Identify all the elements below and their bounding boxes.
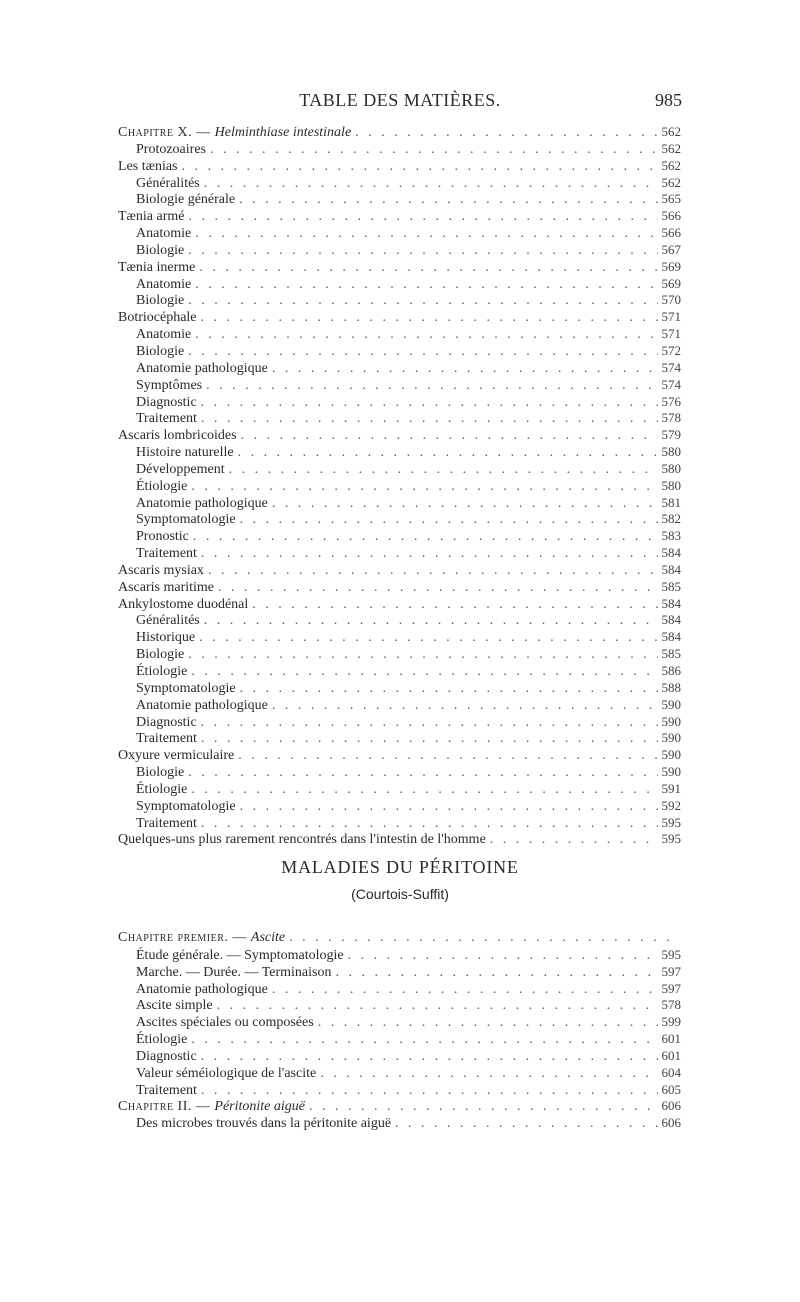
dot-leader <box>193 529 658 545</box>
toc-page-number: 604 <box>661 1064 681 1080</box>
toc-row <box>118 175 681 192</box>
toc-page-number: 571 <box>661 309 681 325</box>
toc-entry-label <box>118 1049 197 1065</box>
toc-row <box>118 964 681 981</box>
toc-entry-text: Biologie <box>136 343 185 359</box>
dot-leader <box>201 715 658 731</box>
dot-leader <box>188 293 657 309</box>
toc-entry-text: Diagnostic <box>136 1048 197 1064</box>
toc-entry-label <box>118 965 331 981</box>
toc-entry-text: Anatomie pathologique <box>136 981 268 997</box>
toc-entry-text: Ascaris mysiax <box>118 562 204 578</box>
dot-leader <box>191 479 657 495</box>
toc-entry-text: Protozoaires <box>136 141 206 157</box>
dot-leader <box>272 361 658 377</box>
toc-entry-label <box>118 948 344 964</box>
toc-entry-text: Traitement <box>136 411 197 427</box>
toc-entry-text: Traitement <box>136 815 197 831</box>
toc-entry-text: Ascite simple <box>136 998 213 1014</box>
toc-row <box>118 427 681 444</box>
toc-entry-text: Anatomie pathologique <box>136 495 268 511</box>
toc-entry-label <box>118 563 204 579</box>
toc-row <box>118 730 681 747</box>
toc-row <box>118 444 681 461</box>
toc-page-number: 590 <box>661 696 681 712</box>
running-head <box>0 90 800 114</box>
toc-entry-text: Ascite <box>250 930 286 945</box>
dot-leader <box>272 982 658 998</box>
toc-entry-label <box>118 698 268 714</box>
toc-page-number: 601 <box>661 1047 681 1063</box>
toc-page-number: 562 <box>661 124 681 139</box>
dot-leader <box>201 310 658 326</box>
toc-entry-text: Biologie <box>136 242 185 258</box>
dot-leader <box>309 1099 658 1115</box>
dot-leader <box>355 125 657 141</box>
toc-entry-label <box>118 361 268 377</box>
toc-entry-text: Étiologie <box>136 781 188 797</box>
toc-chapter-row <box>118 1098 681 1115</box>
toc-entry-label <box>118 597 248 613</box>
dot-leader <box>188 344 657 360</box>
toc-page-number: 595 <box>661 946 681 962</box>
dot-leader <box>199 630 657 646</box>
toc-page-number: 565 <box>661 191 681 207</box>
toc-entry-text: Biologie <box>136 647 185 663</box>
toc-page-number: 574 <box>661 359 681 375</box>
toc-chapter-row <box>118 930 681 947</box>
page-number: 985 <box>655 90 682 110</box>
toc-page-number: 580 <box>661 477 681 493</box>
dot-leader <box>241 428 658 444</box>
toc-page-number: 569 <box>661 258 681 274</box>
toc-entry-label <box>118 731 197 747</box>
toc-row <box>118 158 681 175</box>
dot-leader <box>272 698 658 714</box>
dot-leader <box>199 260 657 276</box>
toc-page-number: 570 <box>661 292 681 308</box>
toc-row <box>118 478 681 495</box>
running-title: TABLE DES MATIÈRES. <box>299 90 501 110</box>
toc-page-number: 595 <box>661 831 681 847</box>
dot-leader <box>195 327 657 343</box>
dot-leader <box>201 1049 658 1065</box>
section-author: (Courtois-Suffit) <box>351 886 449 902</box>
toc-peritoine <box>118 930 681 1132</box>
toc-row <box>118 1048 681 1065</box>
toc-entry-label <box>118 1099 305 1115</box>
toc-entry-label <box>118 209 184 225</box>
toc-page-number: 584 <box>661 561 681 577</box>
toc-entry-text: Généralités <box>136 175 200 191</box>
dot-leader <box>240 512 658 528</box>
toc-entry-text: Ascaris lombricoides <box>118 428 237 444</box>
dot-leader <box>195 226 657 242</box>
dot-leader <box>490 832 658 848</box>
toc-entry-text: Symptomatologie <box>136 512 236 528</box>
toc-page-number: 605 <box>661 1081 681 1097</box>
dot-leader <box>201 395 658 411</box>
toc-page-number: 585 <box>661 578 681 594</box>
toc-entry-label <box>118 799 236 815</box>
toc-row <box>118 394 681 411</box>
dot-leader <box>218 580 657 596</box>
dot-leader <box>289 930 677 947</box>
toc-entry-label <box>118 176 200 192</box>
toc-entry-label <box>118 613 200 629</box>
toc-page-number: 606 <box>661 1115 681 1131</box>
dot-leader <box>229 462 658 478</box>
toc-entry-label <box>118 580 214 596</box>
toc-row <box>118 1014 681 1031</box>
toc-entry-text: Diagnostic <box>136 714 197 730</box>
toc-row <box>118 697 681 714</box>
chapter-prefix: Chapitre premier. — <box>118 930 251 945</box>
toc-entry-text: Marche. — Durée. — Terminaison <box>136 964 332 980</box>
toc-entry-text: Historique <box>136 630 196 646</box>
toc-entry-text: Helminthiase intestinale <box>214 125 352 140</box>
toc-entry-label <box>118 378 202 394</box>
toc-entry-label <box>118 142 206 158</box>
toc-page-number: 574 <box>661 376 681 392</box>
toc-entry-text: Péritonite aiguë <box>214 1099 305 1115</box>
toc-entry-text: Pronostic <box>136 529 189 545</box>
toc-entry-text: Développement <box>136 461 225 477</box>
toc-row <box>118 225 681 242</box>
toc-page-number: 592 <box>661 797 681 813</box>
dot-leader <box>239 192 657 208</box>
dot-leader <box>201 816 658 832</box>
toc-row <box>118 1082 681 1099</box>
toc-page-number: 595 <box>661 814 681 830</box>
toc-page-number: 580 <box>661 460 681 476</box>
toc-entry-text: Ascites spéciales ou composées <box>136 1015 314 1031</box>
toc-entry-label <box>118 998 213 1014</box>
toc-entry-label <box>118 816 197 832</box>
toc-entry-label <box>118 748 234 764</box>
toc-page-number: 584 <box>661 629 681 645</box>
dot-leader <box>240 681 658 697</box>
toc-entry-label <box>118 715 197 731</box>
toc-row <box>118 208 681 225</box>
toc-entry-label <box>118 310 197 326</box>
toc-row <box>118 326 681 343</box>
toc-row <box>118 680 681 697</box>
toc-row <box>118 1031 681 1048</box>
toc-page-number: 586 <box>661 663 681 678</box>
dot-leader <box>188 765 657 781</box>
dot-leader <box>204 176 658 192</box>
toc-row <box>118 596 681 613</box>
toc-entry-label <box>118 192 235 208</box>
toc-entry-label <box>118 630 195 646</box>
toc-entry-text: Les tænias <box>118 158 178 174</box>
toc-row <box>118 141 681 158</box>
toc-entry-label <box>118 159 178 175</box>
toc-entry-text: Traitement <box>136 1082 197 1098</box>
toc-row <box>118 242 681 259</box>
toc-entry-text: Anatomie pathologique <box>136 697 268 713</box>
toc-entry-label <box>118 664 187 680</box>
dot-leader <box>191 782 657 798</box>
toc-entry-text: Ankylostome duodénal <box>118 596 249 612</box>
toc-entry-text: Anatomie <box>136 327 192 343</box>
toc-entry-text: Biologie <box>136 293 185 309</box>
toc-entry-text: Oxyure vermiculaire <box>118 748 235 764</box>
toc-row <box>118 410 681 427</box>
toc-entry-text: Diagnostic <box>136 394 197 410</box>
toc-entry-label <box>118 782 187 798</box>
toc-page-number: 590 <box>661 747 681 763</box>
toc-row <box>118 1115 681 1132</box>
toc-row <box>118 511 681 528</box>
toc-entry-text: Symptômes <box>136 377 203 393</box>
toc-entry-label <box>118 226 191 242</box>
toc-row <box>118 495 681 512</box>
toc-row <box>118 309 681 326</box>
toc-row <box>118 579 681 596</box>
toc-chapter-row <box>118 124 681 141</box>
toc-page-number: 580 <box>661 444 681 460</box>
dot-leader <box>204 613 658 629</box>
toc-entry-label <box>118 293 184 309</box>
dot-leader <box>238 445 658 461</box>
dot-leader <box>210 142 658 158</box>
toc-entry-text: Botriocéphale <box>118 310 197 326</box>
toc-row <box>118 191 681 208</box>
toc-entry-label <box>118 832 486 848</box>
toc-entry-label <box>118 1116 391 1132</box>
toc-page-number: 585 <box>661 646 681 662</box>
toc-entry-text: Anatomie <box>136 276 192 292</box>
dot-leader <box>195 277 657 293</box>
chapter-prefix: Chapitre X. — <box>118 125 215 140</box>
toc-entry-label <box>118 529 189 545</box>
toc-entry-label <box>118 411 197 427</box>
dot-leader <box>335 965 657 981</box>
toc-page-number: 601 <box>661 1031 681 1047</box>
toc-page-number: 590 <box>661 713 681 729</box>
toc-row <box>118 292 681 309</box>
dot-leader <box>395 1116 657 1132</box>
dot-leader <box>188 209 657 225</box>
toc-page-number: 572 <box>661 342 681 358</box>
dot-leader <box>318 1015 658 1031</box>
toc-entry-label <box>118 1015 314 1031</box>
toc-entry-label <box>118 681 236 697</box>
toc-entry-text: Des microbes trouvés dans la péritonite aiguë <box>136 1116 392 1132</box>
toc-page-number: 584 <box>661 595 681 611</box>
toc-page-number: 599 <box>661 1014 681 1030</box>
dot-leader <box>348 948 658 964</box>
toc-entry-text: Tænia inerme <box>118 259 196 275</box>
toc-page-number: 578 <box>661 997 681 1013</box>
toc-entry-label <box>118 647 184 663</box>
toc-page-number: 582 <box>661 511 681 527</box>
dot-leader <box>201 411 658 427</box>
toc-row <box>118 461 681 478</box>
toc-page-number: 571 <box>661 326 681 342</box>
toc-entry-text: Tænia armé <box>118 209 185 225</box>
toc-entry-label <box>118 260 195 276</box>
dot-leader <box>188 243 657 259</box>
toc-row <box>118 259 681 276</box>
toc-row <box>118 981 681 998</box>
toc-entry-text: Biologie générale <box>136 192 236 208</box>
toc-page-number: 578 <box>661 410 681 426</box>
dot-leader <box>208 563 658 579</box>
toc-entry-label <box>118 344 184 360</box>
toc-entry-label <box>118 1083 197 1099</box>
toc-entry-label <box>118 243 184 259</box>
toc-row <box>118 815 681 832</box>
toc-entry-label <box>118 445 234 461</box>
toc-entry-text: Quelques-uns plus rarement rencontrés dans l'intestin de l'homme <box>118 832 486 848</box>
toc-page-number: 562 <box>661 174 681 190</box>
toc-entry-text: Ascaris maritime <box>118 579 215 595</box>
toc-entry-label <box>118 1032 187 1048</box>
toc-entry-text: Traitement <box>136 546 197 562</box>
toc-row <box>118 612 681 629</box>
toc-entry-text: Symptomatologie <box>136 680 236 696</box>
toc-entry-label <box>118 765 184 781</box>
toc-entry-text: Étiologie <box>136 664 188 679</box>
toc-entry-label <box>118 327 191 343</box>
dot-leader <box>182 159 658 175</box>
dot-leader <box>201 1083 658 1099</box>
toc-entry-text: Biologie <box>136 765 185 781</box>
section-title: MALADIES DU PÉRITOINE <box>281 857 519 877</box>
toc-page-number: 581 <box>661 494 681 510</box>
toc-entry-text: Valeur séméiologique de l'ascite <box>136 1065 317 1081</box>
toc-row <box>118 997 681 1014</box>
toc-page-number: 606 <box>661 1098 681 1114</box>
toc-row <box>118 377 681 394</box>
toc-page-number: 591 <box>661 780 681 796</box>
dot-leader <box>206 378 657 394</box>
toc-row <box>118 747 681 764</box>
toc-page-number: 566 <box>661 225 681 241</box>
toc-row <box>118 1065 681 1082</box>
toc-entry-text: Étude générale. — Symptomatologie <box>136 947 344 963</box>
toc-entry-label <box>118 125 351 141</box>
toc-entry-label <box>118 428 237 444</box>
toc-entry-label <box>118 277 191 293</box>
dot-leader <box>238 748 657 764</box>
toc-row <box>118 764 681 781</box>
toc-page-number: 576 <box>661 393 681 409</box>
toc-page-number: 588 <box>661 679 681 695</box>
toc-entry-label <box>118 462 225 478</box>
dot-leader <box>252 597 657 613</box>
toc-entry-label <box>118 1066 316 1082</box>
dot-leader <box>191 664 657 680</box>
toc-page-number: 562 <box>661 157 681 173</box>
toc-entry-text: Généralités <box>136 613 200 629</box>
toc-page-number: 590 <box>661 764 681 780</box>
toc-page-number: 569 <box>661 275 681 291</box>
toc-entry-text: Étiologie <box>136 1032 188 1048</box>
toc-helminthiase <box>118 124 681 848</box>
toc-row <box>118 663 681 680</box>
toc-entry-label <box>118 546 197 562</box>
toc-row <box>118 714 681 731</box>
toc-entry-label <box>118 512 236 528</box>
dot-leader <box>191 1032 657 1048</box>
dot-leader <box>272 496 658 512</box>
toc-row <box>118 343 681 360</box>
toc-entry-label <box>118 395 197 411</box>
toc-row <box>118 528 681 545</box>
dot-leader <box>188 647 657 663</box>
toc-page-number: 597 <box>661 963 681 979</box>
toc-entry-label <box>118 479 187 495</box>
toc-page-number: 562 <box>661 140 681 156</box>
dot-leader <box>320 1066 657 1082</box>
toc-entry-label <box>118 496 268 512</box>
toc-entry-text: Étiologie <box>136 478 188 494</box>
toc-entry-label <box>118 982 268 998</box>
dot-leader <box>240 799 658 815</box>
toc-entry-text: Histoire naturelle <box>136 445 234 461</box>
toc-row <box>118 781 681 798</box>
toc-page-number: 590 <box>661 730 681 746</box>
toc-page-number: 583 <box>661 528 681 544</box>
toc-row <box>118 360 681 377</box>
toc-page-number: 584 <box>661 612 681 628</box>
toc-row <box>118 545 681 562</box>
toc-page-number: 579 <box>661 427 681 443</box>
toc-row <box>118 562 681 579</box>
toc-row <box>118 276 681 293</box>
toc-entry-text: Anatomie pathologique <box>136 360 268 376</box>
toc-page-number: 597 <box>661 980 681 996</box>
toc-entry-text: Symptomatologie <box>136 798 236 814</box>
chapter-prefix: Chapitre II. — <box>118 1099 215 1115</box>
dot-leader <box>201 546 658 562</box>
toc-row <box>118 947 681 964</box>
toc-row <box>118 831 681 848</box>
toc-row <box>118 646 681 663</box>
toc-row <box>118 629 681 646</box>
dot-leader <box>217 998 658 1014</box>
toc-entry-text: Anatomie <box>136 226 192 242</box>
toc-entry-text: Traitement <box>136 731 197 747</box>
toc-page-number: 566 <box>661 208 681 224</box>
toc-row <box>118 798 681 815</box>
toc-entry-label <box>118 930 285 947</box>
dot-leader <box>201 731 658 747</box>
toc-page-number: 584 <box>661 545 681 561</box>
toc-page-number: 567 <box>661 241 681 257</box>
